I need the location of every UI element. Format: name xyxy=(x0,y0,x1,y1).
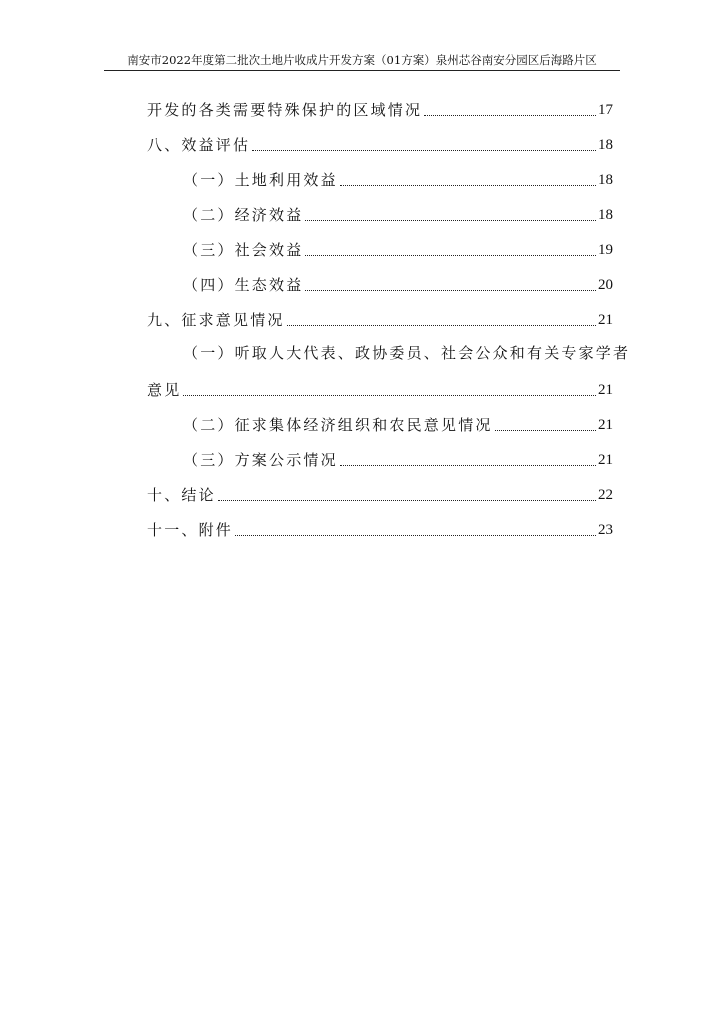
toc-leader-dots xyxy=(305,220,596,221)
toc-page-number: 18 xyxy=(598,172,613,188)
toc-entry-land-use-benefit[interactable] xyxy=(183,168,613,190)
toc-page-number: 18 xyxy=(598,137,613,153)
toc-page-number: 21 xyxy=(598,452,613,468)
toc-entry-text: （三）方案公示情况 xyxy=(183,451,338,469)
toc-entry-text: 开发的各类需要特殊保护的区域情况 xyxy=(147,101,423,119)
toc-page-number: 18 xyxy=(598,207,613,223)
toc-entry-attachments[interactable] xyxy=(147,518,613,540)
toc-leader-dots xyxy=(340,465,596,466)
toc-entry-plan-publicity[interactable] xyxy=(183,448,613,470)
toc-entry-text: 十一、附件 xyxy=(147,521,234,539)
toc-entry-text: （三）社会效益 xyxy=(183,241,304,259)
toc-entry-text: 十、结论 xyxy=(147,486,216,504)
toc-page-number: 20 xyxy=(598,277,613,293)
toc-entry-text: （四）生态效益 xyxy=(183,276,304,294)
toc-entry-text: 八、效益评估 xyxy=(147,136,251,154)
toc-leader-dots xyxy=(305,290,596,291)
toc-entry-opinion-solicitation[interactable] xyxy=(147,308,613,330)
toc-leader-dots xyxy=(305,255,596,256)
toc-leader-dots xyxy=(252,150,596,151)
toc-page-number: 23 xyxy=(598,522,613,538)
toc-entry-benefit-evaluation[interactable] xyxy=(147,133,613,155)
toc-page-number: 19 xyxy=(598,242,613,258)
toc-page-number: 17 xyxy=(598,102,613,118)
toc-leader-dots xyxy=(218,500,596,501)
toc-entry-expert-opinions[interactable] xyxy=(147,378,613,400)
toc-leader-dots xyxy=(287,325,596,326)
toc-entry-special-protection-areas[interactable] xyxy=(147,98,613,120)
toc-entry-text: （二）征求集体经济组织和农民意见情况 xyxy=(183,416,493,434)
toc-entry-conclusion[interactable] xyxy=(147,483,613,505)
header-divider xyxy=(104,70,620,71)
toc-page-number: 21 xyxy=(598,312,613,328)
toc-leader-dots xyxy=(340,185,596,186)
toc-leader-dots xyxy=(495,430,596,431)
toc-entry-ecological-benefit[interactable] xyxy=(183,273,613,295)
toc-leader-dots xyxy=(235,535,596,536)
toc-entry-text: 意见 xyxy=(147,381,182,399)
toc-entry-text: （一）土地利用效益 xyxy=(183,171,338,189)
toc-entry-social-benefit[interactable] xyxy=(183,238,613,260)
toc-leader-dots xyxy=(424,115,596,116)
toc-entry-text: （二）经济效益 xyxy=(183,206,304,224)
toc-page-number: 21 xyxy=(598,417,613,433)
toc-entry-collective-farmer-opinions[interactable] xyxy=(183,413,613,435)
toc-entry-text: 九、征求意见情况 xyxy=(147,311,285,329)
toc-page-number: 22 xyxy=(598,487,613,503)
toc-page-number: 21 xyxy=(598,382,613,398)
page-header: 南安市2022年度第二批次土地片收成片开发方案（01方案）泉州芯谷南安分园区后海路片区 xyxy=(127,53,597,67)
toc-leader-dots xyxy=(183,395,596,396)
toc-entry-text-line1[interactable]: （一）听取人大代表、政协委员、社会公众和有关专家学者 xyxy=(183,344,631,362)
toc-entry-economic-benefit[interactable] xyxy=(183,203,613,225)
